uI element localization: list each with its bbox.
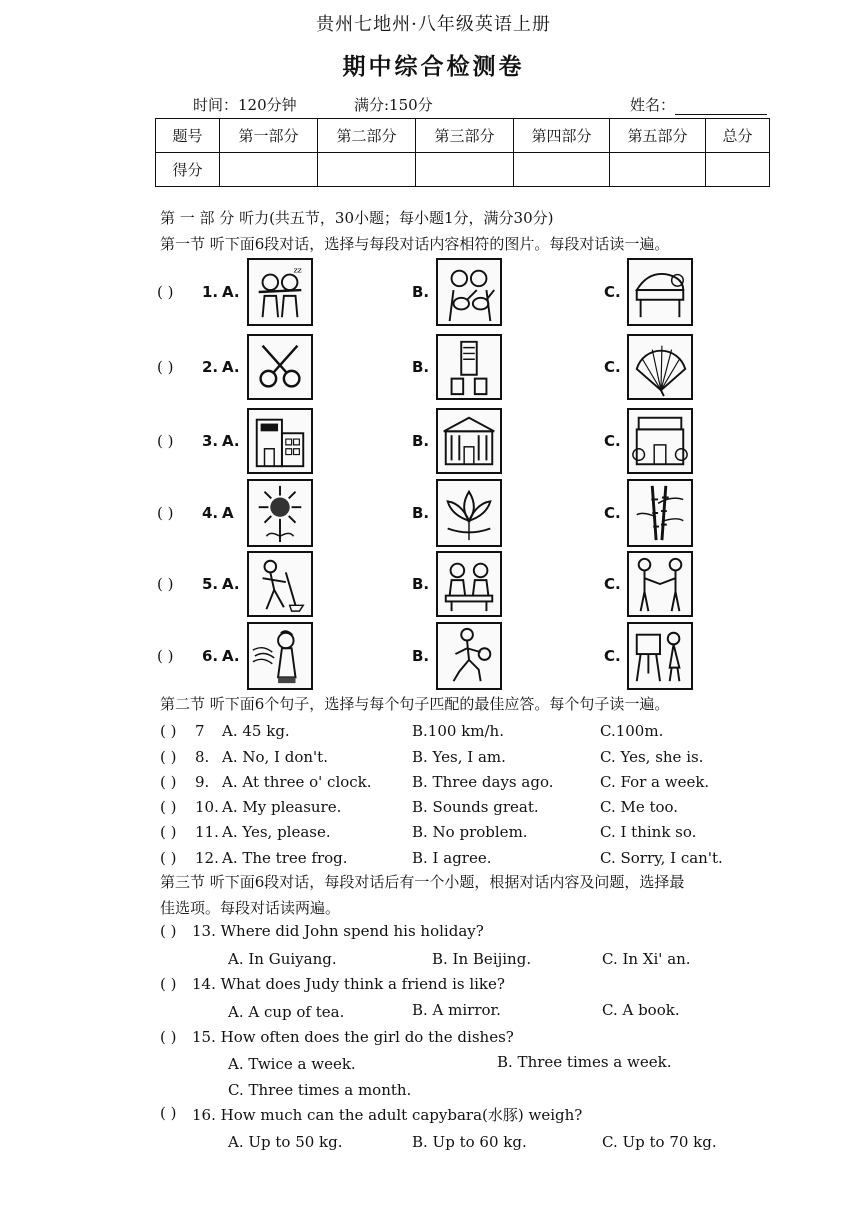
question-number: 2. bbox=[202, 358, 219, 376]
option-a: A. The tree frog. bbox=[222, 849, 348, 867]
option-c-letter: C. bbox=[604, 358, 621, 376]
section3-instructions-line2: 佳选项。每段对话读两遍。 bbox=[160, 899, 341, 917]
option-c-picture[interactable] bbox=[627, 258, 693, 326]
option-c-letter: C. bbox=[604, 647, 621, 665]
shop-building-icon bbox=[629, 410, 691, 472]
score-header-cell: 题号 bbox=[156, 119, 220, 153]
score-cell-part5[interactable] bbox=[610, 153, 706, 187]
answer-paren[interactable]: ( ) bbox=[160, 922, 177, 940]
question-number: 10. bbox=[195, 798, 219, 816]
score-table bbox=[155, 118, 770, 187]
section3-instructions-line1: 第三节 听下面6段对话，每段对话后有一个小题，根据对话内容及问题，选择最 bbox=[160, 873, 685, 891]
question-text: 14. What does Judy think a friend is like? bbox=[192, 975, 505, 993]
scissors-icon bbox=[249, 336, 311, 398]
option-b: B. Three days ago. bbox=[412, 773, 554, 791]
option-a-letter: A bbox=[222, 504, 234, 522]
answer-paren[interactable]: ( ) bbox=[160, 1104, 177, 1122]
question-number: 8. bbox=[195, 748, 210, 766]
option-a: A. Up to 50 kg. bbox=[228, 1133, 343, 1151]
answer-paren[interactable]: ( ) bbox=[160, 849, 177, 867]
score-header-cell: 第二部分 bbox=[318, 119, 416, 153]
score-table-header-row bbox=[156, 119, 770, 153]
piano-icon bbox=[629, 260, 691, 324]
option-c: C. A book. bbox=[602, 1001, 680, 1019]
option-c-letter: C. bbox=[604, 432, 621, 450]
option-c: C. Yes, she is. bbox=[600, 748, 704, 766]
question-number: 9. bbox=[195, 773, 210, 791]
option-a-letter: A. bbox=[222, 647, 240, 665]
option-b-picture[interactable] bbox=[436, 551, 502, 617]
option-c-letter: C. bbox=[604, 504, 621, 522]
option-a-picture[interactable] bbox=[247, 551, 313, 617]
hospital-building-icon bbox=[249, 410, 311, 472]
question-number: 4. bbox=[202, 504, 219, 522]
option-c-picture[interactable] bbox=[627, 622, 693, 690]
question-number: 3. bbox=[202, 432, 219, 450]
option-c: C. Sorry, I can't. bbox=[600, 849, 723, 867]
option-c: C.100m. bbox=[600, 722, 664, 740]
option-b-picture[interactable] bbox=[436, 258, 502, 326]
cooking-girl-icon bbox=[249, 624, 311, 688]
question-number: 11. bbox=[195, 823, 219, 841]
option-a: A. No, I don't. bbox=[222, 748, 328, 766]
option-c: C. Me too. bbox=[600, 798, 679, 816]
answer-paren[interactable]: ( ) bbox=[157, 575, 174, 593]
student-name-label: 姓名： bbox=[630, 96, 676, 114]
answer-paren[interactable]: ( ) bbox=[160, 1028, 177, 1046]
option-b-letter: B. bbox=[412, 575, 430, 593]
option-b: B. Up to 60 kg. bbox=[412, 1133, 527, 1151]
lotus-icon bbox=[438, 481, 500, 545]
option-c: C. For a week. bbox=[600, 773, 710, 791]
option-c: C. Up to 70 kg. bbox=[602, 1133, 717, 1151]
option-c-picture[interactable] bbox=[627, 408, 693, 474]
option-a: A. Twice a week. bbox=[228, 1055, 356, 1073]
option-a: A. At three o' clock. bbox=[222, 773, 372, 791]
option-a-picture[interactable] bbox=[247, 258, 313, 326]
question-number: 12. bbox=[195, 849, 219, 867]
score-cell-part2[interactable] bbox=[318, 153, 416, 187]
sweeping-icon bbox=[249, 553, 311, 615]
option-c-letter: C. bbox=[604, 575, 621, 593]
option-b: B. No problem. bbox=[412, 823, 528, 841]
option-a-letter: A. bbox=[222, 358, 240, 376]
option-b-letter: B. bbox=[412, 647, 430, 665]
answer-paren[interactable]: ( ) bbox=[160, 748, 177, 766]
score-row-label: 得分 bbox=[156, 153, 220, 187]
option-b-letter: B. bbox=[412, 358, 430, 376]
section1-instructions: 第一节 听下面6段对话，选择与每段对话内容相符的图片。每段对话读一遍。 bbox=[160, 235, 670, 253]
option-b: B. Sounds great. bbox=[412, 798, 539, 816]
score-header-cell: 第三部分 bbox=[416, 119, 514, 153]
option-b-letter: B. bbox=[412, 432, 430, 450]
option-a: A. Yes, please. bbox=[222, 823, 331, 841]
answer-paren[interactable]: ( ) bbox=[157, 358, 174, 376]
student-name-field[interactable] bbox=[630, 94, 767, 115]
option-b-picture[interactable] bbox=[436, 408, 502, 474]
study-together-icon bbox=[438, 553, 500, 615]
question-number: 7 bbox=[195, 722, 205, 740]
option-a: A. 45 kg. bbox=[222, 722, 290, 740]
answer-paren[interactable]: ( ) bbox=[160, 722, 177, 740]
option-b: B. Yes, I am. bbox=[412, 748, 506, 766]
question-text: 15. How often does the girl do the dishes? bbox=[192, 1028, 514, 1046]
option-a-picture[interactable] bbox=[247, 334, 313, 400]
fan-icon bbox=[629, 336, 691, 398]
score-cell-part3[interactable] bbox=[416, 153, 514, 187]
exam-full-score: 满分:150分 bbox=[354, 96, 433, 114]
flute-players-icon bbox=[249, 260, 311, 324]
question-number: 6. bbox=[202, 647, 219, 665]
student-name-blank[interactable] bbox=[675, 100, 767, 115]
answer-paren[interactable]: ( ) bbox=[160, 975, 177, 993]
option-c-picture[interactable] bbox=[627, 334, 693, 400]
answer-paren[interactable]: ( ) bbox=[157, 504, 174, 522]
option-b: B. A mirror. bbox=[412, 1001, 501, 1019]
option-c: C. In Xi' an. bbox=[602, 950, 691, 968]
handshake-icon bbox=[629, 553, 691, 615]
option-a-picture[interactable] bbox=[247, 479, 313, 547]
question-number: 1. bbox=[202, 283, 219, 301]
museum-building-icon bbox=[438, 410, 500, 472]
option-b-letter: B. bbox=[412, 283, 430, 301]
option-b-picture[interactable] bbox=[436, 479, 502, 547]
question-text: 16. How much can the adult capybara(水豚) weigh? bbox=[192, 1106, 583, 1124]
section2-instructions: 第二节 听下面6个句子，选择与每个句子匹配的最佳应答。每个句子读一遍。 bbox=[160, 695, 670, 713]
option-a-picture[interactable] bbox=[247, 408, 313, 474]
option-b: B. Three times a week. bbox=[497, 1053, 672, 1071]
score-header-cell: 第五部分 bbox=[610, 119, 706, 153]
option-b-picture[interactable] bbox=[436, 622, 502, 690]
score-header-cell: 第一部分 bbox=[220, 119, 318, 153]
option-a: A. A cup of tea. bbox=[228, 1003, 345, 1021]
answer-paren[interactable]: ( ) bbox=[157, 432, 174, 450]
score-cell-part1[interactable] bbox=[220, 153, 318, 187]
sunflower-icon bbox=[249, 481, 311, 545]
score-table-score-row bbox=[156, 153, 770, 187]
scarf-gloves-icon bbox=[438, 336, 500, 398]
option-c-letter: C. bbox=[604, 283, 621, 301]
option-b: B.100 km/h. bbox=[412, 722, 504, 740]
option-b-picture[interactable] bbox=[436, 334, 502, 400]
part1-title: 第 一 部 分 听力(共五节，30小题；每小题1分，满分30分) bbox=[160, 209, 554, 227]
option-b: B. I agree. bbox=[412, 849, 492, 867]
option-a-letter: A. bbox=[222, 283, 240, 301]
svg-text:zz: zz bbox=[293, 265, 302, 275]
option-c: C. I think so. bbox=[600, 823, 697, 841]
exam-series-title: 贵州七地州·八年级英语上册 bbox=[316, 14, 551, 35]
option-a-letter: A. bbox=[222, 575, 240, 593]
answer-paren[interactable]: ( ) bbox=[160, 773, 177, 791]
option-a: A. My pleasure. bbox=[222, 798, 342, 816]
answer-paren[interactable]: ( ) bbox=[160, 798, 177, 816]
question-number: 5. bbox=[202, 575, 219, 593]
answer-paren[interactable]: ( ) bbox=[157, 283, 174, 301]
score-cell-part4[interactable] bbox=[514, 153, 610, 187]
answer-paren[interactable]: ( ) bbox=[157, 647, 174, 665]
score-header-cell: 总分 bbox=[706, 119, 770, 153]
answer-paren[interactable]: ( ) bbox=[160, 823, 177, 841]
option-c-picture[interactable] bbox=[627, 479, 693, 547]
score-cell-total[interactable] bbox=[706, 153, 770, 187]
score-header-cell: 第四部分 bbox=[514, 119, 610, 153]
guitar-players-icon bbox=[438, 260, 500, 324]
exam-title: 期中综合检测卷 bbox=[342, 53, 525, 80]
option-c: C. Three times a month. bbox=[228, 1081, 412, 1099]
painting-icon bbox=[629, 624, 691, 688]
exam-time: 时间：120分钟 bbox=[193, 96, 297, 114]
option-a-letter: A. bbox=[222, 432, 240, 450]
option-a: A. In Guiyang. bbox=[228, 950, 337, 968]
basketball-icon bbox=[438, 624, 500, 688]
bamboo-icon bbox=[629, 481, 691, 545]
question-text: 13. Where did John spend his holiday? bbox=[192, 922, 484, 940]
option-b-letter: B. bbox=[412, 504, 430, 522]
option-a-picture[interactable] bbox=[247, 622, 313, 690]
option-c-picture[interactable] bbox=[627, 551, 693, 617]
option-b: B. In Beijing. bbox=[432, 950, 532, 968]
